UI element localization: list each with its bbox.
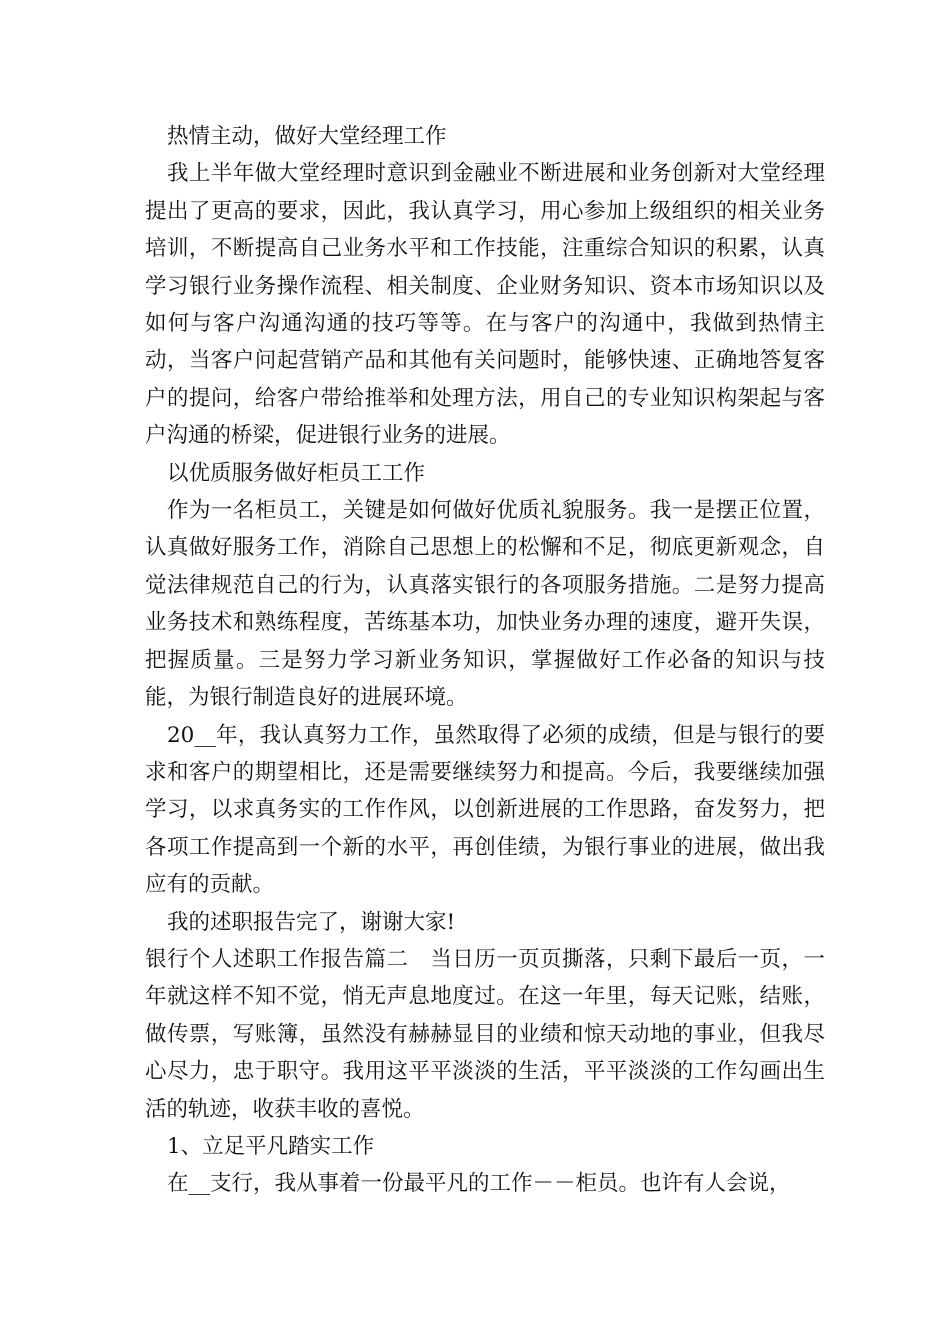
paragraph-branch-teller: 在__支行，我从事着一份最平凡的工作－－柜员。也许有人会说， (167, 1171, 791, 1197)
section-heading-teller: 以优质服务做好柜员工工作 (167, 460, 426, 486)
paragraph-year-summary: 20__年，我认真努力工作，虽然取得了必须的成绩，但是与银行的要求和客户的期望相比，还是需要继续努力和提高。今后，我要继续加强学习，以求真务实的工作作风，以创新进展的工作思路，奋发努力，把各项工作提高到一个新的水平，再创佳绩，为银行事业的进展，做出我应有的贡献。 (145, 722, 825, 898)
section-heading-ordinary-work: 1、立足平凡踏实工作 (167, 1133, 375, 1159)
paragraph-teller: 作为一名柜员工，关键是如何做好优质礼貌服务。我一是摆正位置，认真做好服务工作，消除自己思想上的松懈和不足，彻底更新观念，自觉法律规范自己的行为，认真落实银行的各项服务措施。二是努力提高业务技术和熟练程度，苦练基本功，加快业务办理的速度，避开失误，把握质量。三是努力学习新业务知识，掌握做好工作必备的知识与技能，为银行制造良好的进展环境。 (145, 498, 825, 711)
paragraph-lobby-manager: 我上半年做大堂经理时意识到金融业不断进展和业务创新对大堂经理提出了更高的要求，因此，我认真学习，用心参加上级组织的相关业务培训，不断提高自己业务水平和工作技能，注重综合知识的积累，认真学习银行业务操作流程、相关制度、企业财务知识、资本市场知识以及如何与客户沟通沟通的技巧等等。在与客户的沟通中，我做到热情主动，当客户问起营销产品和其他有关问题时，能够快速、正确地答复客户的提问，给客户带给推举和处理方法，用自己的专业知识构架起与客户沟通的桥梁，促进银行业务的进展。 (145, 161, 825, 449)
section-heading-lobby-manager: 热情主动，做好大堂经理工作 (167, 124, 447, 149)
paragraph-report-two: 银行个人述职工作报告篇二 当日历一页页撕落，只剩下最后一页，一年就这样不知不觉，悄无声息地度过。在这一年里，每天记账，结账，做传票，写账簿，虽然没有赫赫显目的业绩和惊天动地的事业，但我尽心尽力，忠于职守。我用这平平淡淡的生活，平平淡淡的工作勾画出生活的轨迹，收获丰收的喜悦。 (145, 946, 825, 1122)
paragraph-closing: 我的述职报告完了，谢谢大家! (167, 909, 456, 935)
document-page (145, 118, 825, 1203)
